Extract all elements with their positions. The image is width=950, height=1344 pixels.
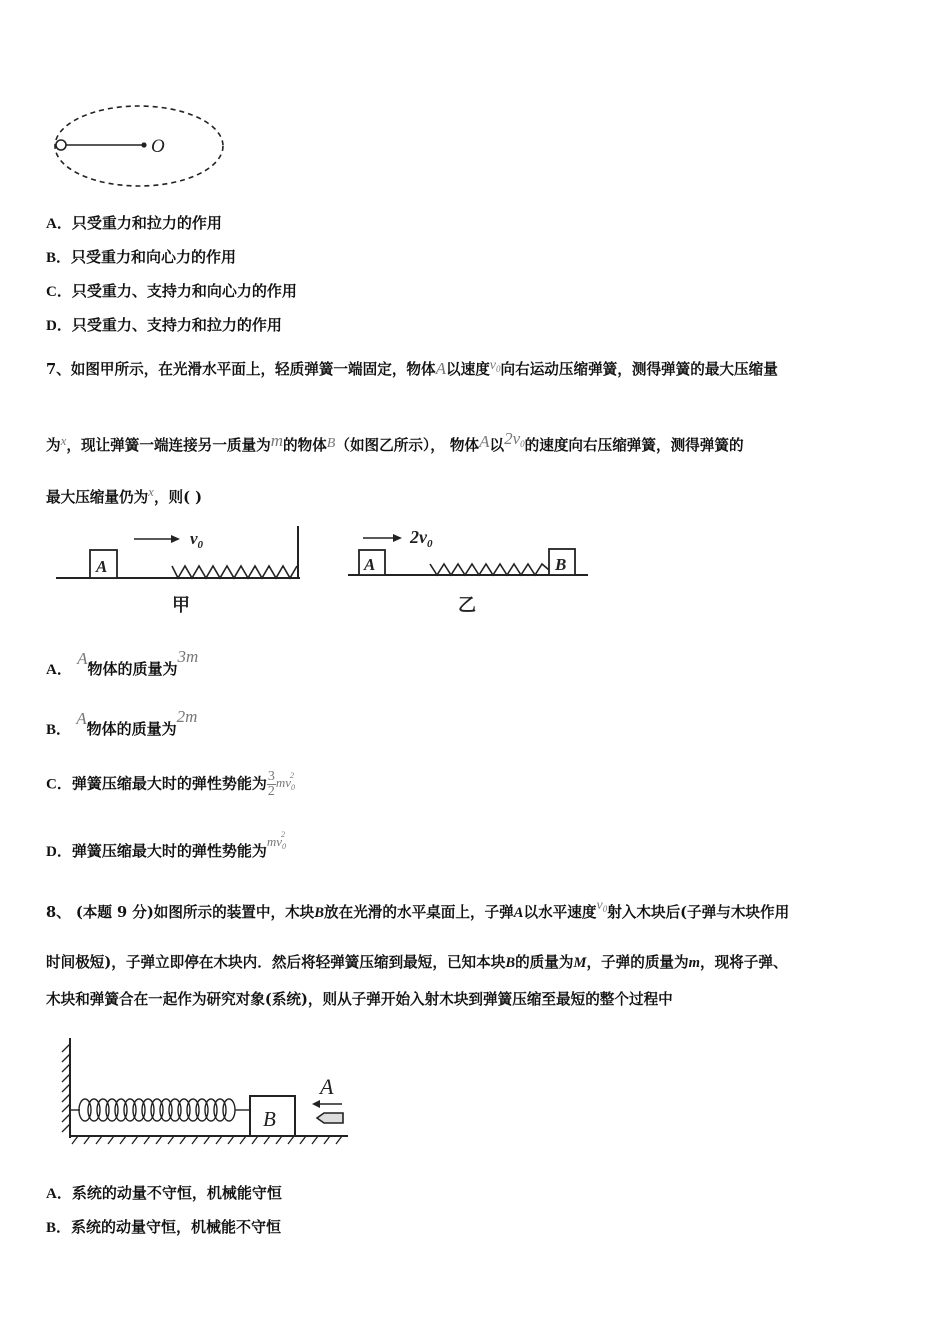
- ball: [56, 140, 66, 150]
- q8-option-b: B．系统的动量守恒，机械能不守恒: [46, 1218, 282, 1236]
- q6-option-c: C．只受重力、支持力和向心力的作用: [46, 282, 297, 300]
- q6-option-d: D．只受重力、支持力和拉力的作用: [46, 316, 282, 334]
- q7-option-a: A． A物体的质量为3m: [46, 647, 199, 678]
- velocity-label: $v_0$: [190, 529, 204, 551]
- q7-option-d: D．弹簧压缩最大时的弹性势能为$mv_0^2$: [46, 830, 287, 860]
- wall-hatching: [62, 1044, 70, 1132]
- spring: [430, 564, 549, 575]
- q7-figure: [50, 520, 600, 620]
- coil-spring: [70, 1099, 250, 1121]
- q6-figure: [50, 100, 240, 195]
- q7-stem-line3: 最大压缩量仍为x，则( ): [46, 484, 203, 506]
- block-a-label: A: [96, 557, 108, 576]
- q8-option-a: A．系统的动量不守恒，机械能守恒: [46, 1184, 282, 1202]
- q7-option-c: C．弹簧压缩最大时的弹性势能为 $\frac{3}{2}$ $mv_0^2$: [46, 769, 296, 799]
- q8-stem-line2: 时间极短)，子弹立即停在木块内．然后将轻弹簧压缩到最短，已知本块B的质量为M，子弹的质量为m，现将子弹、: [46, 954, 788, 971]
- q7-stem-line2: 为x，现让弹簧一端连接另一质量为m的物体B（如图乙所示）， 物体A以2v0的速度向右压缩弹簧，测得弹簧的: [46, 429, 744, 454]
- q8-stem-line1: 8、 (本题 9 分)如图所示的装置中，木块B放在光滑的水平桌面上，子弹A以水平速度$v_0$射入木块后(子弹与木块作用: [46, 898, 790, 921]
- circular-path: [55, 106, 223, 186]
- caption-yi: 乙: [458, 595, 476, 616]
- bullet: [317, 1113, 343, 1123]
- block-b-label: B: [555, 555, 567, 574]
- center-point: [141, 142, 146, 147]
- q6-option-b: B．只受重力和向心力的作用: [46, 248, 237, 266]
- q6-option-a: A．只受重力和拉力的作用: [46, 214, 222, 232]
- velocity-label: $2v_0$: [410, 527, 433, 550]
- q8-stem-line3: 木块和弹簧合在一起作为研究对象(系统)，则从子弹开始入射木块到弹簧压缩至最短的整个过程中: [46, 991, 673, 1008]
- q7-stem-line1: 7、如图甲所示，在光滑水平面上，轻质弹簧一端固定，物体A以速度$v_0$向右运动压缩弹簧，测得弹簧的最大压缩量: [46, 358, 778, 378]
- caption-jia: 甲: [172, 595, 190, 616]
- bullet-label: A: [320, 1074, 334, 1099]
- center-label: O: [151, 136, 165, 157]
- figure-jia: [56, 526, 300, 616]
- spring: [172, 566, 297, 578]
- q8-figure: [60, 1030, 360, 1150]
- fraction: $\frac{3}{2}$: [267, 769, 275, 799]
- block-a-label: A: [364, 555, 376, 574]
- figure-yi: [348, 527, 588, 616]
- q7-option-b: B． A物体的质量为2m: [46, 707, 198, 738]
- floor-hatching: [72, 1136, 342, 1144]
- block-b-label: B: [263, 1107, 276, 1131]
